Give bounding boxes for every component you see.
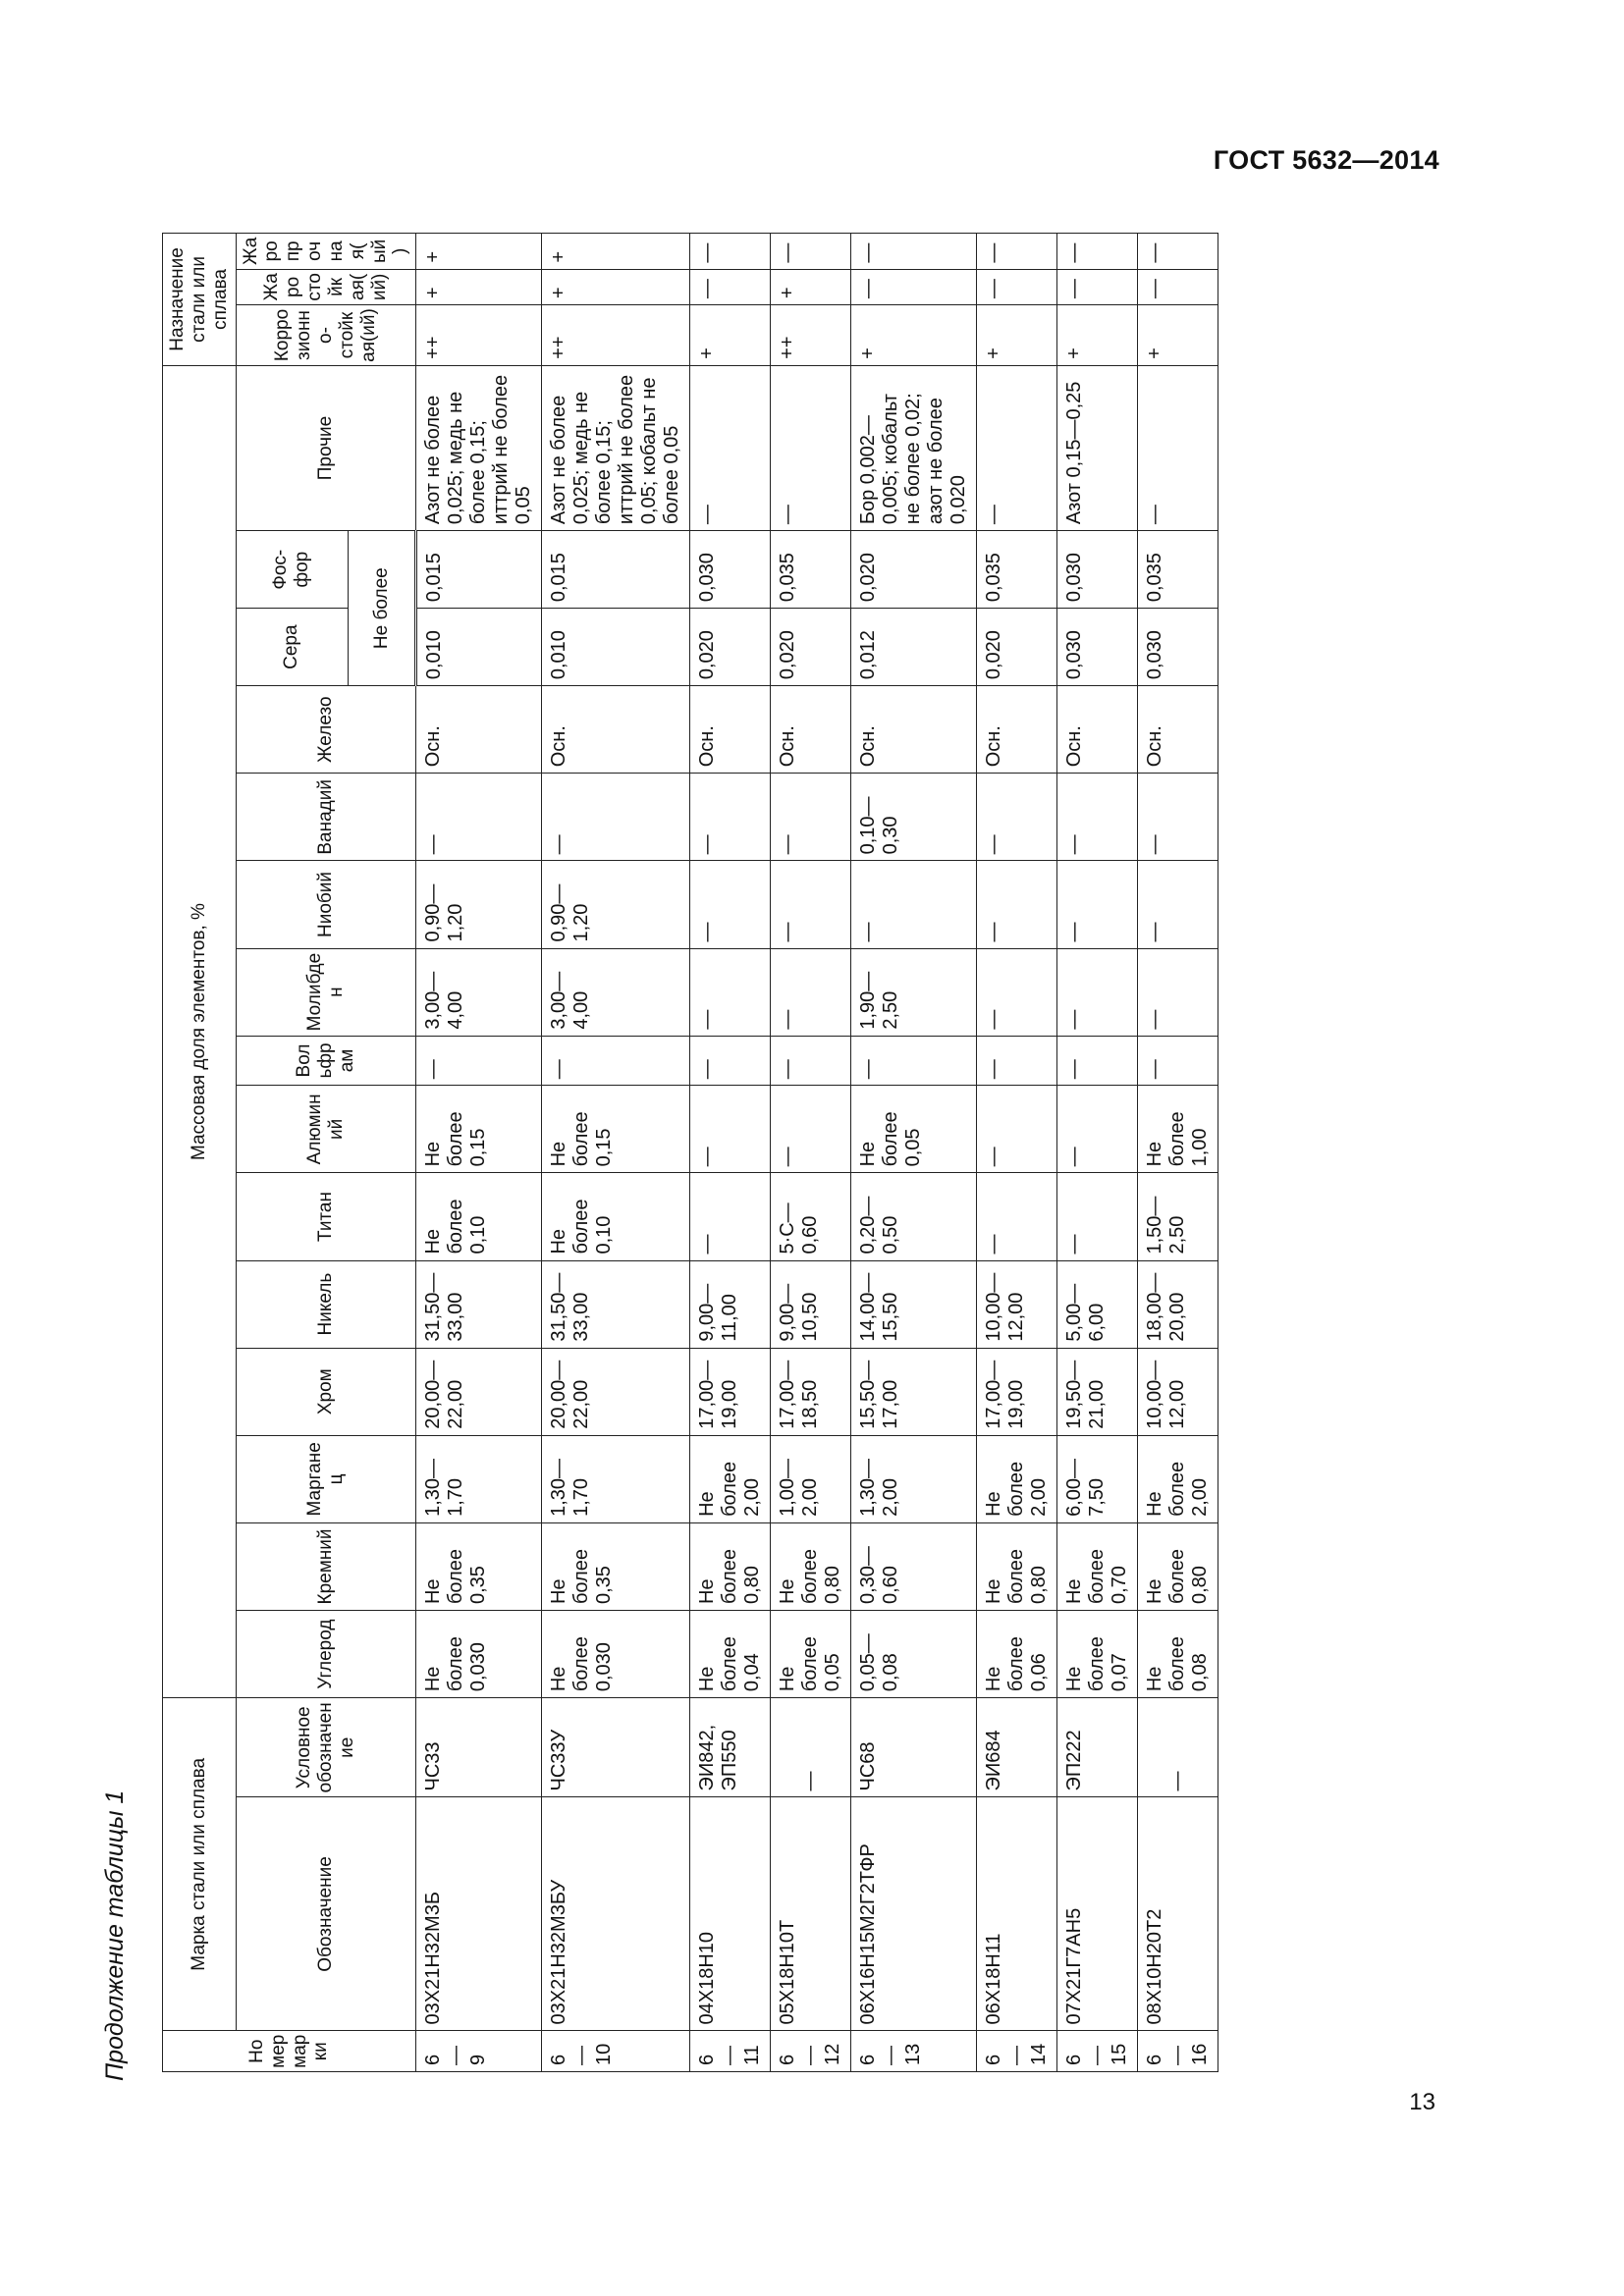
cell-vanadium: — [771, 774, 851, 861]
header-heat-resistant: Жаростойкая(ий) [236, 269, 416, 304]
table-row [1057, 234, 1138, 2072]
cell-silicon: Не более 0,70 [1057, 1522, 1138, 1610]
cell-manganese: 1,30—1,70 [416, 1435, 542, 1522]
header-grade-group: Марка стали или сплава [163, 1698, 237, 2031]
cell-designation: 04Х18Н10 [690, 1797, 771, 2031]
table-row [542, 234, 690, 2072]
cell-manganese: 1,00—2,00 [771, 1435, 851, 1522]
cell-silicon: Не более 0,80 [771, 1522, 851, 1610]
cell-chromium: 19,50—21,00 [1057, 1348, 1138, 1435]
cell-titanium: — [690, 1173, 771, 1260]
cell-corrosion: + [977, 305, 1057, 366]
header-silicon: Кремний [236, 1522, 416, 1610]
header-molybdenum: Молибден [236, 948, 416, 1036]
cell-conventional: ЭИ842, ЭП550 [690, 1698, 771, 1797]
cell-iron: Осн. [1057, 686, 1138, 774]
cell-chromium: 15,50—17,00 [851, 1348, 977, 1435]
cell-corrosion: + [851, 305, 977, 366]
cell-heat-strength: — [977, 234, 1057, 270]
cell-carbon: Не более 0,04 [690, 1611, 771, 1698]
cell-tungsten: — [690, 1036, 771, 1086]
cell-corrosion: ++ [771, 305, 851, 366]
table-row [690, 234, 771, 2072]
cell-vanadium: — [542, 774, 690, 861]
cell-vanadium: 0,10—0,30 [851, 774, 977, 861]
cell-carbon: Не более 0,08 [1138, 1611, 1218, 1698]
cell-niobium: 0,90—1,20 [416, 861, 542, 948]
header-carbon: Углерод [236, 1611, 416, 1698]
cell-conventional: ЭП222 [1057, 1698, 1138, 1797]
cell-tungsten: — [977, 1036, 1057, 1086]
header-manganese: Марганец [236, 1435, 416, 1522]
cell-aluminum: Не более 0,15 [416, 1086, 542, 1173]
cell-sulfur: 0,020 [977, 609, 1057, 686]
cell-titanium: 5·С—0,60 [771, 1173, 851, 1260]
cell-heat-strength: — [771, 234, 851, 270]
header-nickel: Никель [236, 1260, 416, 1348]
header-purpose-group: Назначение стали или сплава [163, 234, 237, 366]
cell-iron: Осн. [416, 686, 542, 774]
cell-chromium: 20,00—22,00 [416, 1348, 542, 1435]
cell-silicon: Не более 0,80 [977, 1522, 1057, 1610]
table-row [851, 234, 977, 2072]
cell-chromium: 17,00—18,50 [771, 1348, 851, 1435]
cell-titanium: Не более 0,10 [542, 1173, 690, 1260]
cell-niobium: — [851, 861, 977, 948]
cell-nickel: 31,50—33,00 [542, 1260, 690, 1348]
cell-heat-strength: — [851, 234, 977, 270]
cell-chromium: 17,00—19,00 [977, 1348, 1057, 1435]
cell-iron: Осн. [690, 686, 771, 774]
cell-phosphorus: 0,015 [542, 531, 690, 609]
header-tungsten: Вольфрам [236, 1036, 416, 1086]
header-aluminum: Алюминий [236, 1086, 416, 1173]
cell-molybdenum: — [1138, 948, 1218, 1036]
cell-other: Азот не более 0,025; медь не более 0,15; иттрий не более 0,05; кобальт не более 0,05 [542, 365, 690, 530]
cell-other: Азот не более 0,025; медь не более 0,15; иттрий не более 0,05 [416, 365, 542, 530]
cell-nickel: 9,00—11,00 [690, 1260, 771, 1348]
cell-number: 6—12 [771, 2031, 851, 2072]
header-conventional: Условное обозначение [236, 1698, 416, 1797]
cell-aluminum: Не более 1,00 [1138, 1086, 1218, 1173]
cell-conventional: — [771, 1698, 851, 1797]
cell-number: 6—10 [542, 2031, 690, 2072]
cell-titanium: — [1057, 1173, 1138, 1260]
cell-phosphorus: 0,035 [977, 531, 1057, 609]
cell-other: — [771, 365, 851, 530]
page-number: 13 [1409, 2089, 1435, 2115]
header-vanadium: Ванадий [236, 774, 416, 861]
cell-carbon: 0,05—0,08 [851, 1611, 977, 1698]
cell-heat-resistant: — [690, 269, 771, 304]
cell-silicon: 0,30—0,60 [851, 1522, 977, 1610]
cell-other: — [977, 365, 1057, 530]
cell-vanadium: — [416, 774, 542, 861]
cell-niobium: — [1138, 861, 1218, 948]
cell-number: 6—11 [690, 2031, 771, 2072]
cell-tungsten: — [416, 1036, 542, 1086]
cell-titanium: 1,50—2,50 [1138, 1173, 1218, 1260]
header-corrosion: Коррозионно-стойкая(ий) [236, 305, 416, 366]
cell-other: — [1138, 365, 1218, 530]
cell-corrosion: + [1138, 305, 1218, 366]
table-row [1138, 234, 1218, 2072]
cell-molybdenum: — [1057, 948, 1138, 1036]
cell-sulfur: 0,012 [851, 609, 977, 686]
header-titanium: Титан [236, 1173, 416, 1260]
cell-aluminum: Не более 0,05 [851, 1086, 977, 1173]
cell-sulfur: 0,030 [1057, 609, 1138, 686]
cell-corrosion: ++ [416, 305, 542, 366]
header-phosphorus: Фос-фор [236, 531, 349, 609]
cell-designation: 03Х21Н32М3Б [416, 1797, 542, 2031]
cell-vanadium: — [690, 774, 771, 861]
cell-sulfur: 0,020 [771, 609, 851, 686]
cell-conventional: ЧС33У [542, 1698, 690, 1797]
cell-conventional: ЭИ684 [977, 1698, 1057, 1797]
cell-chromium: 17,00—19,00 [690, 1348, 771, 1435]
cell-molybdenum: 3,00—4,00 [542, 948, 690, 1036]
cell-chromium: 20,00—22,00 [542, 1348, 690, 1435]
cell-heat-strength: + [416, 234, 542, 270]
cell-phosphorus: 0,015 [416, 531, 542, 609]
cell-heat-resistant: + [416, 269, 542, 304]
cell-aluminum: — [1057, 1086, 1138, 1173]
cell-heat-strength: — [1057, 234, 1138, 270]
cell-designation: 03Х21Н32М3БУ [542, 1797, 690, 2031]
cell-carbon: Не более 0,030 [416, 1611, 542, 1698]
cell-niobium: — [771, 861, 851, 948]
cell-other: Азот 0,15—0,25 [1057, 365, 1138, 530]
cell-nickel: 10,00—12,00 [977, 1260, 1057, 1348]
table-row [416, 234, 542, 2072]
table-row [771, 234, 851, 2072]
cell-phosphorus: 0,020 [851, 531, 977, 609]
cell-heat-resistant: — [1057, 269, 1138, 304]
cell-aluminum: — [690, 1086, 771, 1173]
standard-title: ГОСТ 5632—2014 [1213, 145, 1439, 175]
cell-tungsten: — [1057, 1036, 1138, 1086]
cell-nickel: 9,00—10,50 [771, 1260, 851, 1348]
cell-heat-strength: + [542, 234, 690, 270]
cell-chromium: 10,00—12,00 [1138, 1348, 1218, 1435]
cell-iron: Осн. [851, 686, 977, 774]
cell-conventional: — [1138, 1698, 1218, 1797]
cell-sulfur: 0,030 [1138, 609, 1218, 686]
cell-molybdenum: — [771, 948, 851, 1036]
cell-heat-resistant: — [977, 269, 1057, 304]
cell-heat-resistant: — [1138, 269, 1218, 304]
cell-aluminum: Не более 0,15 [542, 1086, 690, 1173]
cell-manganese: Не более 2,00 [690, 1435, 771, 1522]
cell-tungsten: — [542, 1036, 690, 1086]
cell-nickel: 5,00—6,00 [1057, 1260, 1138, 1348]
cell-iron: Осн. [977, 686, 1057, 774]
header-heat-strength: Жаропрочная(ый) [236, 234, 416, 270]
cell-corrosion: ++ [542, 305, 690, 366]
cell-niobium: 0,90—1,20 [542, 861, 690, 948]
cell-phosphorus: 0,035 [1138, 531, 1218, 609]
header-iron: Железо [236, 686, 416, 774]
cell-designation: 08Х10Н20Т2 [1138, 1797, 1218, 2031]
cell-tungsten: — [771, 1036, 851, 1086]
header-mass-group: Массовая доля элементов, % [163, 365, 237, 1697]
cell-manganese: 1,30—2,00 [851, 1435, 977, 1522]
cell-carbon: Не более 0,06 [977, 1611, 1057, 1698]
header-chromium: Хром [236, 1348, 416, 1435]
cell-conventional: ЧС68 [851, 1698, 977, 1797]
cell-sulfur: 0,010 [416, 609, 542, 686]
cell-sulfur: 0,010 [542, 609, 690, 686]
cell-carbon: Не более 0,030 [542, 1611, 690, 1698]
cell-conventional: ЧС33 [416, 1698, 542, 1797]
cell-corrosion: + [1057, 305, 1138, 366]
cell-vanadium: — [1057, 774, 1138, 861]
table-caption-text: Продолжение таблицы 1 [101, 1789, 129, 2081]
cell-heat-resistant: + [542, 269, 690, 304]
cell-titanium: 0,20—0,50 [851, 1173, 977, 1260]
cell-molybdenum: — [977, 948, 1057, 1036]
header-sulfur: Сера [236, 609, 349, 686]
cell-iron: Осн. [542, 686, 690, 774]
cell-molybdenum: 1,90—2,50 [851, 948, 977, 1036]
header-not-more: Не более [349, 531, 416, 686]
cell-designation: 07Х21Г7АН5 [1057, 1797, 1138, 2031]
cell-aluminum: — [977, 1086, 1057, 1173]
cell-heat-resistant: — [851, 269, 977, 304]
cell-titanium: — [977, 1173, 1057, 1260]
cell-nickel: 18,00—20,00 [1138, 1260, 1218, 1348]
cell-sulfur: 0,020 [690, 609, 771, 686]
cell-silicon: Не более 0,35 [542, 1522, 690, 1610]
cell-nickel: 31,50—33,00 [416, 1260, 542, 1348]
cell-heat-resistant: + [771, 269, 851, 304]
cell-phosphorus: 0,035 [771, 531, 851, 609]
header-niobium: Ниобий [236, 861, 416, 948]
cell-corrosion: + [690, 305, 771, 366]
header-designation: Обозначение [236, 1797, 416, 2031]
cell-niobium: — [977, 861, 1057, 948]
cell-manganese: 6,00—7,50 [1057, 1435, 1138, 1522]
cell-designation: 06Х16Н15М2Г2ТФР [851, 1797, 977, 2031]
cell-carbon: Не более 0,07 [1057, 1611, 1138, 1698]
cell-number: 6—14 [977, 2031, 1057, 2072]
table-row [977, 234, 1057, 2072]
cell-number: 6—16 [1138, 2031, 1218, 2072]
rotated-table-container [162, 233, 1438, 2072]
cell-iron: Осн. [771, 686, 851, 774]
cell-other: Бор 0,002—0,005; кобальт не более 0,02; азот не более 0,020 [851, 365, 977, 530]
cell-designation: 05Х18Н10Т [771, 1797, 851, 2031]
cell-niobium: — [690, 861, 771, 948]
table-head [163, 234, 416, 2072]
cell-heat-strength: — [1138, 234, 1218, 270]
cell-number: 6—13 [851, 2031, 977, 2072]
cell-tungsten: — [851, 1036, 977, 1086]
cell-phosphorus: 0,030 [1057, 531, 1138, 609]
cell-phosphorus: 0,030 [690, 531, 771, 609]
cell-manganese: 1,30—1,70 [542, 1435, 690, 1522]
cell-iron: Осн. [1138, 686, 1218, 774]
cell-carbon: Не более 0,05 [771, 1611, 851, 1698]
composition-table [162, 233, 1218, 2072]
cell-designation: 06Х18Н11 [977, 1797, 1057, 2031]
cell-heat-strength: — [690, 234, 771, 270]
cell-silicon: Не более 0,80 [1138, 1522, 1218, 1610]
cell-manganese: Не более 2,00 [1138, 1435, 1218, 1522]
cell-tungsten: — [1138, 1036, 1218, 1086]
cell-other: — [690, 365, 771, 530]
cell-titanium: Не более 0,10 [416, 1173, 542, 1260]
cell-silicon: Не более 0,35 [416, 1522, 542, 1610]
cell-number: 6—15 [1057, 2031, 1138, 2072]
cell-molybdenum: 3,00—4,00 [416, 948, 542, 1036]
cell-niobium: — [1057, 861, 1138, 948]
cell-vanadium: — [1138, 774, 1218, 861]
table-body [416, 234, 1218, 2072]
cell-vanadium: — [977, 774, 1057, 861]
header-other: Прочие [236, 365, 416, 530]
cell-nickel: 14,00—15,50 [851, 1260, 977, 1348]
cell-silicon: Не более 0,80 [690, 1522, 771, 1610]
cell-molybdenum: — [690, 948, 771, 1036]
cell-aluminum: — [771, 1086, 851, 1173]
cell-manganese: Не более 2,00 [977, 1435, 1057, 1522]
cell-number: 6—9 [416, 2031, 542, 2072]
header-number: Номер марки [163, 2031, 416, 2072]
